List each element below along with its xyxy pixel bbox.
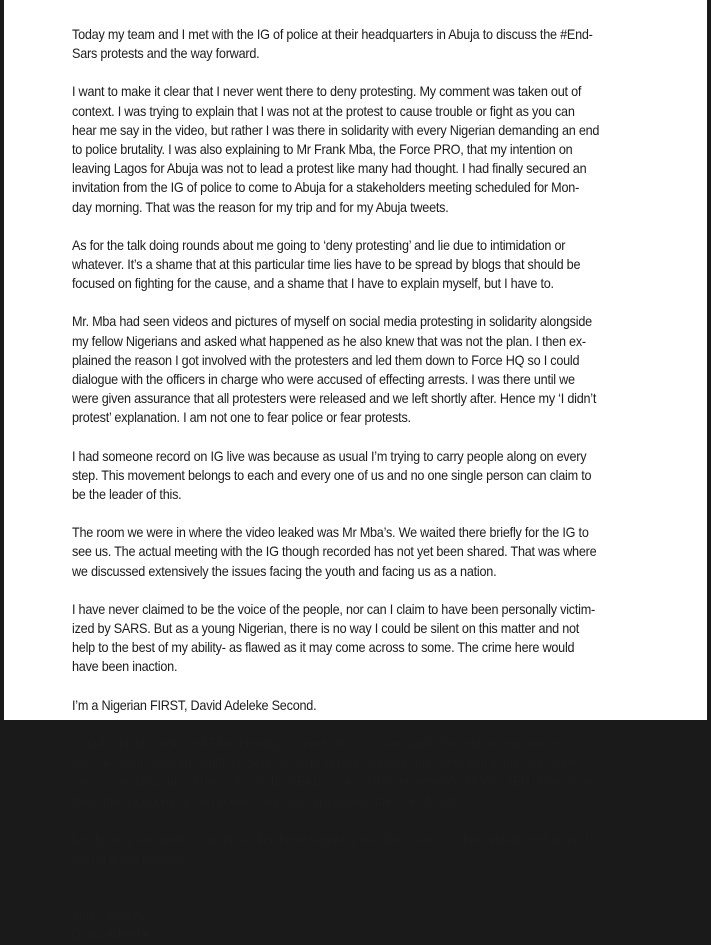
text-line: we discussed extensively the issues facing the youth and facing us as a nation. (72, 563, 497, 579)
letter-body (72, 25, 653, 945)
text-line: were given assurance that all protesters were released and we left shortly after. Hence my ‘I didn’t (72, 391, 597, 407)
text-line: to police brutality. I was also explaining to Mr Frank Mba, the Force PRO, that my intention on (72, 142, 573, 158)
text-line: ing, and in particular I’d like to thank the REAL voices of this movement- our WOMEN. They have (72, 774, 594, 790)
paragraph-remembrance (72, 830, 653, 868)
text-line: I’m a Nigerian FIRST, David Adeleke Second. (72, 697, 317, 713)
valediction: Yours always, (72, 908, 147, 924)
text-line: The room we were in where the video leaked was Mr Mba’s. We waited there briefly for the IG to (72, 525, 589, 541)
paragraph-intro (72, 25, 653, 63)
text-line: protest’ explanation. I am not one to fear police or fear protests. (72, 410, 411, 426)
text-line: out, the great Nigerian youth for being so inspiring and showing the world that things are chang- (72, 755, 585, 771)
text-line: Today my team and I met with the IG of police at their headquarters in Abuja to discuss the #End- (72, 27, 593, 42)
text-line: day morning. That was the reason for my trip and for my Abuja tweets. (72, 199, 449, 215)
signature: David Adeleke (72, 927, 150, 943)
text-line: my fellow Nigerians and asked what happened as he also knew that was not the plan. I then ex- (72, 333, 586, 349)
paragraph-mr-mba (72, 312, 653, 427)
text-line: have been inaction. (72, 659, 178, 675)
text-line: Lastly, may we never forget those that have tragically lost their lives to police brutality before and (72, 831, 588, 847)
text-line: been the backbone of the protests, and we must protect them at all costs. (72, 793, 466, 809)
paragraph-ig-live (72, 447, 653, 505)
paragraph-rumours (72, 236, 653, 294)
text-line: leaving Lagos for Abuja was not to lead a protest like many had thought. I had finally secured an (72, 161, 587, 177)
text-line: Mr. Mba had seen videos and pictures of myself on social media protesting in solidarity alongside (72, 314, 592, 330)
text-line: As for the talk doing rounds about me going to ‘deny protesting’ and lie due to intimidation or (72, 237, 566, 253)
text-line: invitation from the IG of police to come to Abuja for a stakeholders meeting scheduled for Mon- (72, 180, 580, 196)
text-line: ized by SARS. But as a young Nigerian, there is no way I could be silent on this matter and not (72, 621, 580, 637)
text-line: Sars protests and the way forward. (72, 46, 260, 62)
text-line: whatever. It’s a shame that at this particular time lies have to be spread by blogs that should be (72, 257, 581, 273)
paragraph-clarification (72, 82, 653, 216)
text-line: help to the best of my ability- as flawed as it may come across to some. The crime here would (72, 640, 575, 656)
text-line: during these protests. (72, 850, 189, 866)
letter-closing (72, 906, 653, 944)
paragraph-thanks (72, 734, 653, 811)
text-line: hear me say in the video, but rather I was there in solidarity with every Nigerian demanding an end (72, 122, 600, 138)
text-line: plained the reason I got involved with the protesters and led them down to Force HQ so I could (72, 352, 580, 368)
text-line: context. I was trying to explain that I was not at the protest to cause trouble or fight as you can (72, 103, 575, 119)
text-line: I would like to thank the IG for agreeing to meet with us under such short notice and hearing us (72, 735, 581, 751)
text-line: I want to make it clear that I never went there to deny protesting. My comment was taken out of (72, 84, 582, 100)
text-line: step. This movement belongs to each and every one of us and no one single person can claim to (72, 467, 592, 483)
paragraph-nigerian-first (72, 696, 653, 715)
text-line: be the leader of this. (72, 487, 182, 503)
text-line: I had someone record on IG live was because as usual I’m trying to carry people along on every (72, 448, 587, 464)
letter-page (4, 0, 707, 943)
text-line: see us. The actual meeting with the IG though recorded has not yet been shared. That was where (72, 544, 597, 560)
text-line: dialogue with the officers in charge who were accused of effecting arrests. I was there until we (72, 372, 575, 388)
paragraph-meeting-room (72, 523, 653, 581)
text-line: focused on fighting for the cause, and a shame that I have to explain myself, but I have to. (72, 276, 554, 292)
paragraph-voice (72, 600, 653, 677)
text-line: I have never claimed to be the voice of the people, nor can I claim to have been personally victim- (72, 601, 596, 617)
